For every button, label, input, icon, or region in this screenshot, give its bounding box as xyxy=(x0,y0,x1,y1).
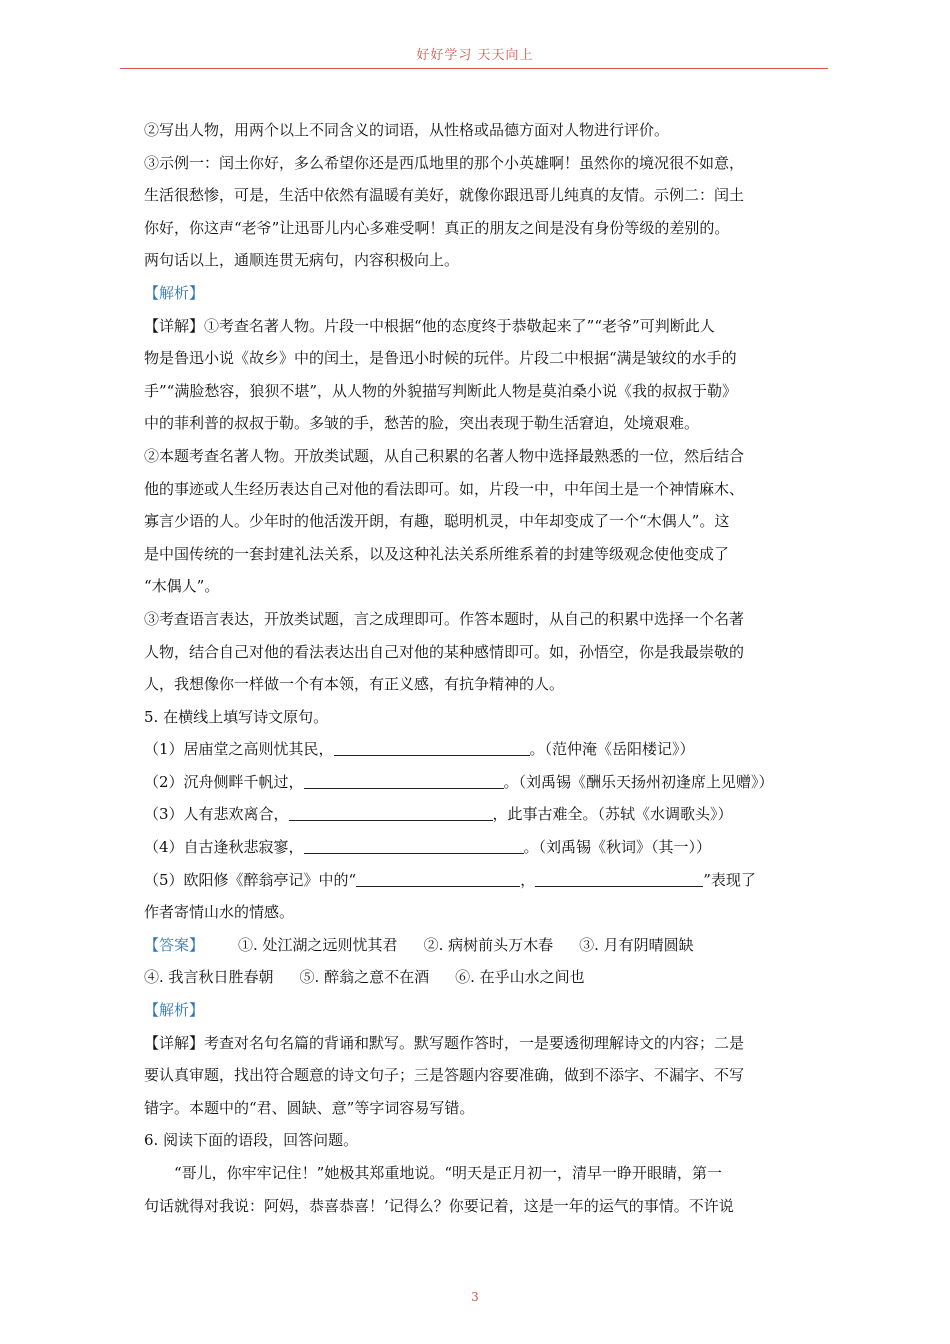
detail-text: 考查对名句名篇的背诵和默写。默写题作答时，一是要透彻理解诗文的内容；二是 xyxy=(204,1033,745,1052)
q4-detail-line4: 中的菲利普的叔叔于勒。多皱的手，愁苦的脸，突出表现于勒生活窘迫，处境艰难。 xyxy=(144,414,700,433)
fill-blank[interactable] xyxy=(356,868,520,887)
q5-item-3-prefix: （3）人有悲欢离合， xyxy=(144,805,289,824)
answer-item: ③. 月有阴晴圆缺 xyxy=(579,935,694,954)
answer-item: ④. 我言秋日胜春朝 xyxy=(144,968,274,987)
q4-answer-3-line3: 你好，你这声“老爷”让迅哥儿内心多难受啊！真正的朋友之间是没有身份等级的差别的。 xyxy=(144,218,730,237)
q5-detail-line2: 要认真审题，找出符合题意的诗文句子；三是答题内容要准确，做到不添字、不漏字、不写 xyxy=(144,1066,745,1085)
q6-passage-line2: 句话就得对我说：阿妈，恭喜恭喜！’记得么？你要记着，这是一年的运气的事情。不许说 xyxy=(144,1196,734,1215)
q4-detail3-line2: 人物，结合自己对他的看法表达出自己对他的某种感情即可。如，孙悟空，你是我最崇敬的 xyxy=(144,642,745,661)
q5-item-5 xyxy=(144,864,806,897)
detail-text: ①考查名著人物。片段一中根据“他的态度终于恭敬起来了”“老爷”可判断此人 xyxy=(204,316,715,335)
q5-answer-row1 xyxy=(144,929,806,962)
fill-blank[interactable] xyxy=(334,737,530,756)
page-header: 好好学习 天天向上 xyxy=(416,48,534,63)
q5-item-3 xyxy=(144,798,806,831)
answer-tag: 【答案】 xyxy=(144,935,205,954)
q5-item-2-prefix: （2）沉舟侧畔千帆过， xyxy=(144,772,304,791)
fill-blank[interactable] xyxy=(289,802,493,821)
q5-item-1 xyxy=(144,733,806,766)
detail-tag: 【详解】 xyxy=(144,316,205,335)
q4-analysis-label xyxy=(144,277,806,310)
header-divider xyxy=(120,68,828,69)
answer-item: ②. 病树前头万木春 xyxy=(423,935,554,954)
q4-answer-3-line4: 两句话以上，通顺连贯无病句，内容积极向上。 xyxy=(144,251,460,270)
q4-answer-3-line1: ③示例一：闰土你好，多么希望你还是西瓜地里的那个小英雄啊！虽然你的境况很不如意， xyxy=(144,153,745,172)
q4-detail-line3: 手”“满脸愁容，狼狈不堪”，从人物的外貌描写判断此人物是莫泊桑小说《我的叔叔于勒》 xyxy=(144,381,738,400)
q5-item-2 xyxy=(144,766,806,799)
q4-detail2-line4: 是中国传统的一套封建礼法关系，以及这种礼法关系所维系着的封建等级观念使他变成了 xyxy=(144,544,730,563)
q4-answer-3-line2: 生活很愁惨，可是，生活中依然有温暖有美好，就像你跟迅哥儿纯真的友情。示例二：闰土 xyxy=(144,186,745,205)
answer-item: ①. 处江湖之远则忧其君 xyxy=(238,935,398,954)
q4-detail3-line3: 人，我想像你一样做一个有本领，有正义感，有抗争精神的人。 xyxy=(144,675,565,694)
q5-item-5-line2: 作者寄情山水的情感。 xyxy=(144,903,295,922)
q5-item-5-suffix: ”表现了 xyxy=(703,870,756,889)
q5-item-1-suffix: 。（范仲淹《岳阳楼记》） xyxy=(529,740,695,759)
q4-detail2-line1: ②本题考查名著人物。开放类试题，从自己积累的名著人物中选择最熟悉的一位，然后结合 xyxy=(144,446,745,465)
q5-item-4 xyxy=(144,831,806,864)
fill-blank[interactable] xyxy=(304,770,504,789)
q5-title: 5. 在横线上填写诗文原句。 xyxy=(144,707,329,726)
fill-blank[interactable] xyxy=(304,835,524,854)
q5-analysis-label xyxy=(144,994,806,1027)
fill-blank[interactable] xyxy=(535,868,703,887)
q4-detail3-line1: ③考查语言表达，开放类试题，言之成理即可。作答本题时，从自己的积累中选择一个名著 xyxy=(144,609,745,628)
q5-item-3-suffix: ，此事古难全。（苏轼《水调歌头》） xyxy=(492,805,733,824)
page-number: 3 xyxy=(471,1290,479,1304)
q4-detail2-line3: 寡言少语的人。少年时的他活泼开朗，有趣，聪明机灵，中年却变成了一个“木偶人”。这 xyxy=(144,512,730,531)
answer-item: ⑤. 醉翁之意不在酒 xyxy=(299,968,430,987)
q5-item-5-prefix: （5）欧阳修《醉翁亭记》中的“ xyxy=(144,870,357,889)
q4-detail2-line2: 他的事迹或人生经历表达自己对他的看法即可。如，片段一中，中年闰土是一个神情麻木、 xyxy=(144,479,745,498)
q6-passage-line1: “哥儿，你牢牢记住！”她极其郑重地说。“明天是正月初一，清早一睁开眼睛，第一 xyxy=(174,1164,723,1182)
q5-item-4-suffix: 。（刘禹锡《秋词》（其一）） xyxy=(523,838,712,857)
q4-detail2-line5: “木偶人”。 xyxy=(144,577,220,596)
analysis-tag: 【解析】 xyxy=(144,1001,205,1020)
q5-detail-line3: 错字。本题中的“君、圆缺、意”等字词容易写错。 xyxy=(144,1098,475,1117)
q5-item-2-suffix: 。（刘禹锡《酬乐天扬州初逢席上见赠》） xyxy=(503,772,774,791)
document-body xyxy=(144,114,806,1222)
q6-title: 6. 阅读下面的语段，回答问题。 xyxy=(144,1131,359,1150)
q5-item-1-prefix: （1）居庙堂之高则忧其民， xyxy=(144,740,334,759)
q5-item-5-comma: ， xyxy=(520,870,536,889)
q5-item-4-prefix: （4）自古逢秋悲寂寥， xyxy=(144,838,304,857)
q4-answer-2: ②写出人物，用两个以上不同含义的词语，从性格或品德方面对人物进行评价。 xyxy=(144,121,670,139)
q4-detail-line2: 物是鲁迅小说《故乡》中的闰土，是鲁迅小时候的玩伴。片段二中根据“满是皱纹的水手的 xyxy=(144,349,737,368)
answer-item: ⑥. 在乎山水之间也 xyxy=(455,968,585,987)
q5-detail-line1 xyxy=(144,1027,806,1060)
q4-detail-line1 xyxy=(144,310,806,343)
detail-tag: 【详解】 xyxy=(144,1033,205,1052)
analysis-tag: 【解析】 xyxy=(144,283,205,302)
q5-answer-row2 xyxy=(144,961,806,994)
